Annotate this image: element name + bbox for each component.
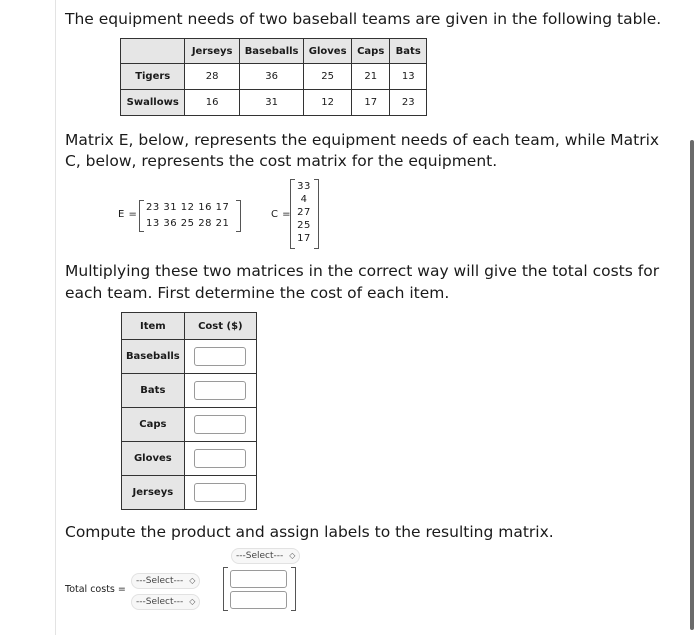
table-header-jerseys: Jerseys <box>185 39 239 64</box>
column-label-select[interactable] <box>231 548 300 564</box>
matrix-c-values <box>297 180 311 245</box>
column-label-select-value: ---Select--- <box>236 551 284 561</box>
table-header-corner <box>121 39 185 64</box>
cost-cell <box>184 340 256 374</box>
cost-header-cost: Cost ($) <box>184 313 256 340</box>
matrix-c-value: 27 <box>297 207 311 218</box>
row-label-select-1[interactable] <box>131 573 200 589</box>
team-name: Tigers <box>121 64 185 90</box>
table-cell: 28 <box>185 64 239 90</box>
matrix-c-value: 25 <box>297 220 311 231</box>
cost-item-bats: Bats <box>122 374 185 408</box>
total-costs-label: Total costs = <box>65 584 126 595</box>
matrix-e-row1: 23 31 12 16 17 <box>146 202 230 213</box>
result-left-bracket <box>223 567 228 611</box>
cost-input-bats[interactable] <box>194 381 246 400</box>
table-cell: 36 <box>239 64 304 90</box>
multiply-text-line1: Multiplying these two matrices in the correct way will give the total costs for <box>65 262 660 280</box>
cost-input-jerseys[interactable] <box>194 483 246 502</box>
table-cell: 12 <box>304 90 352 116</box>
team-name: Swallows <box>121 90 185 116</box>
table-header-gloves: Gloves <box>304 39 352 64</box>
scrollbar[interactable] <box>690 140 694 630</box>
table-cell: 17 <box>351 90 390 116</box>
cost-item-jerseys: Jerseys <box>122 476 185 510</box>
matrix-c-left-bracket <box>290 179 295 249</box>
cost-header-item: Item <box>122 313 185 340</box>
cost-item-caps: Caps <box>122 408 185 442</box>
table-row <box>122 442 257 476</box>
equipment-table <box>120 38 427 116</box>
matrix-description-line1: Matrix E, below, represents the equipment needs of each team, while Matrix <box>65 131 660 149</box>
result-right-bracket <box>291 567 296 611</box>
chevron-updown-icon: ◇ <box>189 576 196 585</box>
result-input-1[interactable] <box>230 570 287 588</box>
matrix-e-label: E = <box>118 209 138 220</box>
table-cell: 23 <box>390 90 427 116</box>
cost-input-caps[interactable] <box>194 415 246 434</box>
matrix-c-value: 33 <box>297 181 311 192</box>
cost-item-baseballs: Baseballs <box>122 340 185 374</box>
table-cell: 25 <box>304 64 352 90</box>
matrix-c-value: 4 <box>300 194 308 205</box>
matrix-e-left-bracket <box>139 200 144 232</box>
table-row <box>122 374 257 408</box>
matrix-e-row2: 13 36 25 28 21 <box>146 218 230 229</box>
result-input-2[interactable] <box>230 591 287 609</box>
cost-cell <box>184 442 256 476</box>
row-label-select-2[interactable] <box>131 594 200 610</box>
table-cell: 13 <box>390 64 427 90</box>
matrix-description-line2: C, below, represents the cost matrix for the equipment. <box>65 152 498 170</box>
table-header-baseballs: Baseballs <box>239 39 304 64</box>
table-row <box>122 408 257 442</box>
table-row <box>122 340 257 374</box>
matrix-c-value: 17 <box>297 233 311 244</box>
table-cell: 21 <box>351 64 390 90</box>
table-row <box>121 64 427 90</box>
multiply-text-line2: each team. First determine the cost of each item. <box>65 284 450 302</box>
cost-item-gloves: Gloves <box>122 442 185 476</box>
table-cell: 16 <box>185 90 239 116</box>
cost-table <box>121 312 257 510</box>
cost-input-gloves[interactable] <box>194 449 246 468</box>
chevron-updown-icon: ◇ <box>189 597 196 606</box>
table-row <box>122 476 257 510</box>
table-header-bats: Bats <box>390 39 427 64</box>
table-row <box>121 90 427 116</box>
matrix-c-right-bracket <box>314 179 319 249</box>
row-label-select-2-value: ---Select--- <box>136 597 184 607</box>
cost-cell <box>184 408 256 442</box>
matrix-e-right-bracket <box>236 200 241 232</box>
table-header-caps: Caps <box>351 39 390 64</box>
matrix-c-label: C = <box>271 209 292 220</box>
chevron-updown-icon: ◇ <box>289 551 296 560</box>
intro-text: The equipment needs of two baseball teams are given in the following table. <box>65 10 662 28</box>
cost-cell <box>184 374 256 408</box>
cost-input-baseballs[interactable] <box>194 347 246 366</box>
row-label-select-1-value: ---Select--- <box>136 576 184 586</box>
table-cell: 31 <box>239 90 304 116</box>
compute-text: Compute the product and assign labels to the resulting matrix. <box>65 523 554 541</box>
cost-cell <box>184 476 256 510</box>
